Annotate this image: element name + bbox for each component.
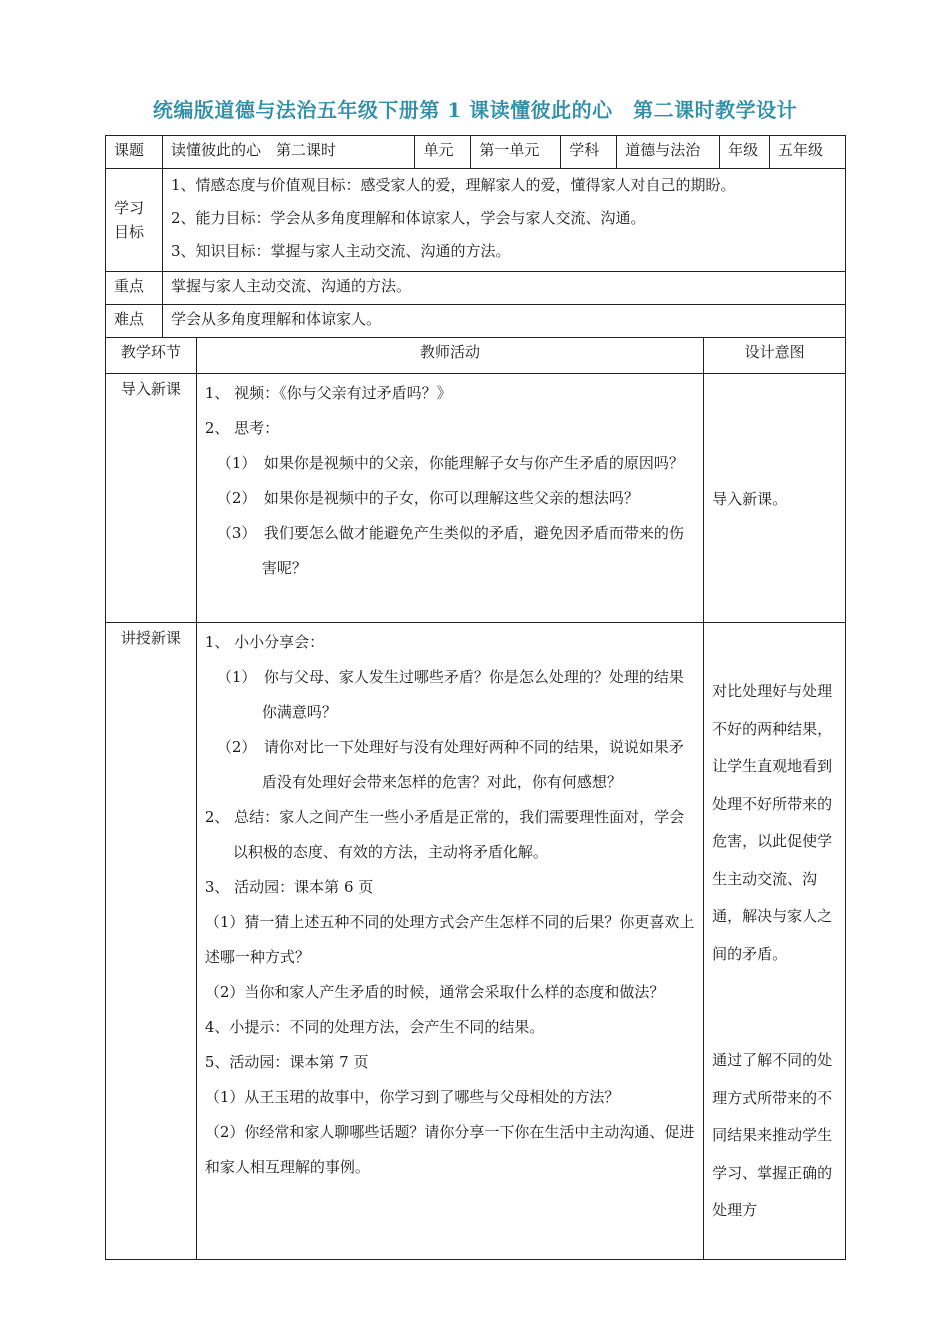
header-teacher: 教师活动 (196, 338, 703, 374)
intro-item: 1、 视频：《你与父亲有过矛盾吗？》 (204, 384, 452, 402)
objective-item: 1、情感态度与价值观目标：感受家人的爱，理解家人的爱，懂得家人对自己的期盼。 (170, 176, 736, 194)
teach-intent-2: 通过了解不同的处理方式所带来的不同结果来推动学生学习、掌握正确的处理方 (712, 1051, 833, 1219)
intro-activities (196, 374, 703, 623)
teach-item: 3、 活动园：课本第 6 页 (204, 878, 374, 896)
teach-question: （2）你经常和家人聊哪些话题？请你分享一下你在生活中主动沟通、促进和家人相互理解的事例。 (204, 1123, 695, 1176)
intro-question: （1） 如果你是视频中的父亲，你能理解子女与你产生矛盾的原因吗？ (216, 454, 684, 472)
topic-label: 课题 (106, 136, 163, 169)
teach-question: （2） 请你对比一下处理好与没有处理好两种不同的结果，说说如果矛盾没有处理好会带来怎样的危害？对此，你有何感想？ (216, 738, 684, 791)
teach-stage: 讲授新课 (106, 623, 197, 1260)
intro-question: （2） 如果你是视频中的子女，你可以理解这些父亲的想法吗？ (216, 489, 639, 507)
intro-intent: 导入新课。 (704, 374, 846, 623)
key-point-value: 掌握与家人主动交流、沟通的方法。 (162, 272, 845, 305)
difficulty-label: 难点 (106, 305, 163, 338)
objectives-label: 学习 目标 (106, 169, 163, 272)
unit-value: 第一单元 (471, 136, 561, 169)
intro-question: （3） 我们要怎么做才能避免产生类似的矛盾，避免因矛盾而带来的伤害呢？ (216, 524, 684, 577)
intro-stage: 导入新课 (106, 374, 197, 623)
objective-item: 2、能力目标：学会从多角度理解和体谅家人，学会与家人交流、沟通。 (170, 209, 646, 227)
subject-value: 道德与法治 (617, 136, 720, 169)
teach-item: 5、活动园：课本第 7 页 (204, 1053, 369, 1071)
teach-activities (196, 623, 703, 1260)
teach-item: 2、 总结：家人之间产生一些小矛盾是正常的，我们需要理性面对，学会以积极的态度、有效的方法，主动将矛盾化解。 (204, 808, 685, 861)
grade-label: 年级 (720, 136, 770, 169)
topic-value: 读懂彼此的心 第二课时 (162, 136, 415, 169)
grade-value: 五年级 (770, 136, 846, 169)
intro-item: 2、 思考： (204, 419, 280, 437)
intro-row (106, 374, 846, 623)
header-intent: 设计意图 (704, 338, 846, 374)
header-row (106, 338, 846, 374)
unit-label: 单元 (415, 136, 471, 169)
subject-label: 学科 (561, 136, 617, 169)
info-table (105, 135, 846, 338)
objectives-content (162, 169, 845, 272)
teach-row (106, 623, 846, 1260)
teach-question: （1） 你与父母、家人发生过哪些矛盾？你是怎么处理的？处理的结果你满意吗？ (216, 668, 684, 721)
teach-intent (704, 623, 846, 1260)
objective-item: 3、知识目标：掌握与家人主动交流、沟通的方法。 (170, 242, 511, 260)
key-point-label: 重点 (106, 272, 163, 305)
difficulty-row (106, 305, 846, 338)
teach-question: （1）从王玉珺的故事中，你学习到了哪些与父母相处的方法？ (204, 1088, 620, 1106)
teach-intent-1: 对比处理好与处理不好的两种结果，让学生直观地看到处理不好所带来的危害，以此促使学生主动交流、沟通，解决与家人之间的矛盾。 (712, 682, 833, 963)
difficulty-value: 学会从多角度理解和体谅家人。 (162, 305, 845, 338)
teach-item: 1、 小小分享会： (204, 633, 325, 651)
objectives-row (106, 169, 846, 272)
page-title: 统编版道德与法治五年级下册第 1 课读懂彼此的心 第二课时教学设计 (152, 98, 798, 122)
key-point-row (106, 272, 846, 305)
process-table (105, 337, 846, 1260)
teach-question: （1）猜一猜上述五种不同的处理方式会产生怎样不同的后果？你更喜欢上述哪一种方式？ (204, 913, 695, 966)
teach-question: （2）当你和家人产生矛盾的时候，通常会采取什么样的态度和做法？ (204, 983, 665, 1001)
teach-item: 4、小提示：不同的处理方法，会产生不同的结果。 (204, 1018, 545, 1036)
info-row (106, 136, 846, 169)
header-stage: 教学环节 (106, 338, 197, 374)
